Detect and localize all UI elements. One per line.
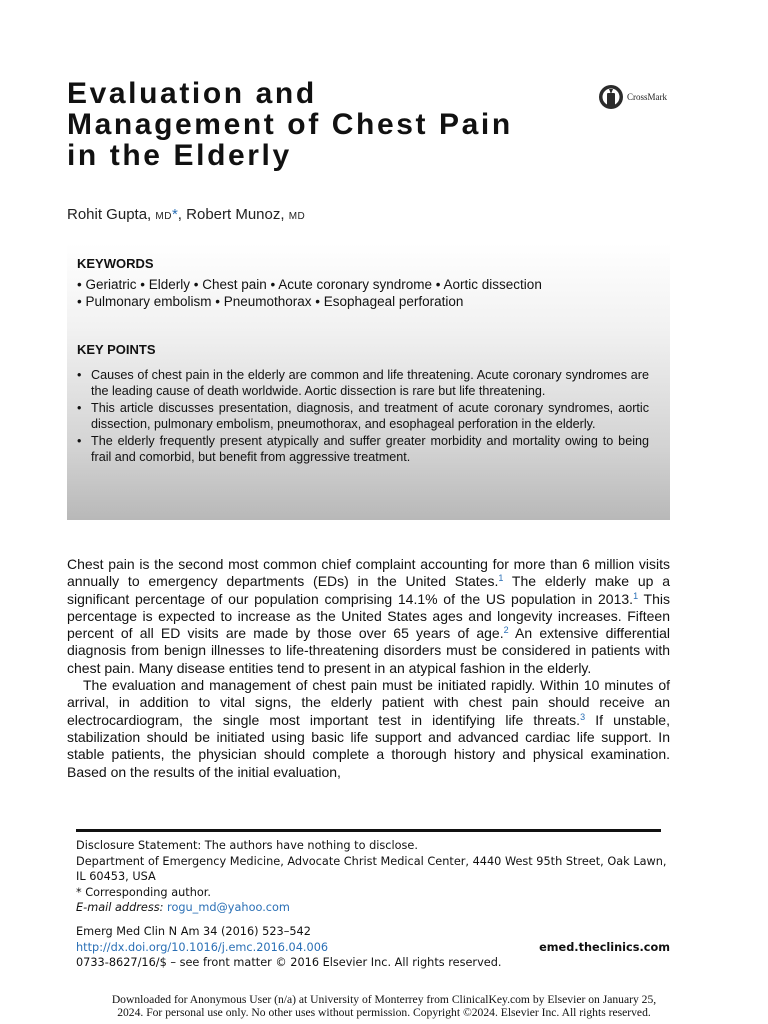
crossmark-icon [598, 84, 624, 110]
author-2-name: Robert Munoz, [186, 206, 289, 223]
title-line-1: Evaluation and [67, 77, 317, 110]
email-label: E-mail address: [76, 901, 168, 914]
key-point-text: This article discusses presentation, diagnosis, and treatment of acute coronary syndromes, aortic dissection, pulmonary embolism, pneumothorax, and esophageal perforation in the elderly. [91, 401, 649, 431]
keywords-heading: KEYWORDS [77, 256, 154, 271]
body-paragraph-2 [67, 677, 670, 781]
body-paragraph-1 [67, 556, 670, 677]
bullet-icon: • [77, 368, 82, 382]
download-notice [60, 993, 708, 1019]
key-points-list [77, 367, 649, 466]
article-title [67, 78, 587, 171]
download-notice-line-1: Downloaded for Anonymous User (n/a) at University of Monterrey from ClinicalKey.com by Elsevier on January 25, [111, 993, 657, 1006]
bullet-icon: • [77, 434, 82, 448]
key-point-item [77, 433, 649, 465]
citation-link[interactable]: 1 [498, 573, 504, 584]
download-notice-line-2: 2024. For personal use only. No other uses without permission. Copyright ©2024. Elsevier Inc. All rights reserved. [117, 1006, 651, 1019]
keywords-line-2: • Pulmonary embolism • Pneumothorax • Esophageal perforation [77, 294, 464, 309]
body-text: This percentage is expected to increase as the United States ages and longevity increases. Fifteen percent of all ED visits are made by those over 65 years of age. [67, 590, 670, 642]
email-line [76, 900, 676, 916]
title-line-2: Management of Chest Pain [67, 108, 513, 141]
key-point-text: Causes of chest pain in the elderly are common and life threatening. Acute coronary syndromes are the leading cause of death worldwide. Aortic dissection is rare but life threatening. [91, 368, 649, 398]
doi-link[interactable]: http://dx.doi.org/10.1016/j.emc.2016.04.006 [76, 940, 329, 954]
journal-site-link[interactable]: emed.theclinics.com [539, 940, 670, 954]
author-line [67, 206, 305, 223]
citation-link[interactable]: 2 [503, 625, 509, 636]
article-body [67, 556, 670, 781]
keywords-keypoints-box [67, 243, 670, 520]
corresponding-author-mark[interactable]: * [171, 206, 178, 223]
body-text: If unstable, stabilization should be initiated using basic life support and advanced cardiac life support. In stable patients, the physician should complete a thorough history and physical examination. Based on the results of the initial evaluation, [67, 711, 670, 780]
author-2-degree: MD [288, 211, 306, 222]
body-text: Chest pain is the second most common chief complaint accounting for more than 6 million visits annually to emergency departments (EDs) in the United States. [67, 556, 670, 590]
copyright-line: 0733-8627/16/$ – see front matter © 2016 Elsevier Inc. All rights reserved. [76, 956, 502, 969]
key-point-item [77, 400, 649, 432]
journal-citation: Emerg Med Clin N Am 34 (2016) 523–542 [76, 925, 311, 938]
citation-link[interactable]: 3 [580, 711, 586, 722]
key-point-text: The elderly frequently present atypically and suffer greater morbidity and mortality owing to being frail and comorbid, but benefit from aggressive treatment. [91, 434, 649, 464]
email-link[interactable]: rogu_md@yahoo.com [167, 901, 290, 914]
footnote-divider [76, 829, 661, 832]
disclosure-statement: Disclosure Statement: The authors have nothing to disclose. [76, 839, 418, 852]
key-points-heading: KEY POINTS [77, 342, 156, 357]
affiliation: Department of Emergency Medicine, Advocate Christ Medical Center, 4440 West 95th Street, Oak Lawn, IL 60453, USA [76, 854, 667, 883]
author-1-name: Rohit Gupta, [67, 206, 156, 223]
journal-info [76, 924, 670, 971]
citation-link[interactable]: 1 [633, 590, 639, 601]
key-point-item [77, 367, 649, 399]
corresponding-author-note: * Corresponding author. [76, 885, 211, 899]
bullet-icon: • [77, 401, 82, 415]
keywords-line-1: • Geriatric • Elderly • Chest pain • Acute coronary syndrome • Aortic dissection [77, 277, 542, 292]
author-separator: , [177, 206, 187, 223]
author-1-degree: MD [155, 211, 172, 222]
crossmark-badge[interactable] [598, 84, 667, 110]
crossmark-label: CrossMark [627, 92, 667, 102]
body-text: An extensive differential diagnosis from benign illnesses to life-threatening disorders must be considered in patients with chest pain. Many disease entities tend to present in an atypical fashion in the elderly. [67, 625, 670, 676]
body-text: The elderly make up a significant percentage of our population comprising 14.1% of the US population in 2013. [67, 573, 670, 607]
body-text: The evaluation and management of chest pain must be initiated rapidly. Within 10 minutes of arrival, in addition to vital signs, the elderly patient with chest pain should receive an electrocardiogram, the single most important test in identifying life threats. [67, 677, 670, 728]
title-line-3: in the Elderly [67, 139, 292, 172]
footnotes [76, 838, 676, 916]
